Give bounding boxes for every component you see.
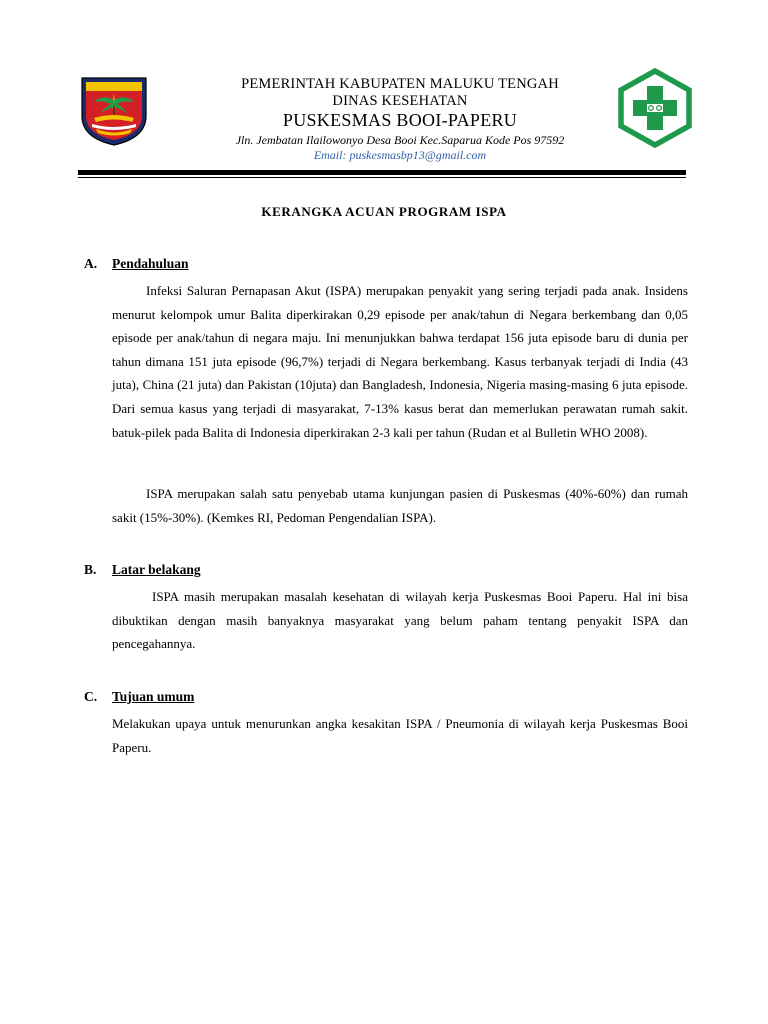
section-c-letter: C. (84, 689, 98, 704)
regency-crest-logo (76, 72, 152, 148)
section-a-letter: A. (84, 256, 98, 271)
puskesmas-logo (616, 68, 694, 148)
section-a-paragraph-2: ISPA merupakan salah satu penyebab utama kunjungan pasien di Puskesmas (40%-60%) dan rumah sakit (15%-30%). (Kemkes RI, Pedoman Pengendalian ISPA). (112, 486, 688, 525)
section-b-letter: B. (84, 562, 97, 577)
letterhead-rule-thin (78, 177, 686, 178)
letterhead-agency: DINAS KESEHATAN (332, 92, 468, 109)
section-c-paragraph-1: Melakukan upaya untuk menurunkan angka kesakitan ISPA / Pneumonia di wilayah kerja Puskesmas Booi Paperu. (112, 716, 688, 755)
letterhead-email: Email: puskesmasbp13@gmail.com (313, 147, 487, 162)
letterhead-institution: PUSKESMAS BOOI-PAPERU (282, 110, 518, 131)
section-a-heading: Pendahuluan (112, 256, 189, 271)
document-title: KERANGKA ACUAN PROGRAM ISPA (261, 204, 507, 219)
letterhead-address: Jln. Jembatan Ilailowonyo Desa Booi Kec.Saparua Kode Pos 97592 (235, 133, 565, 148)
letterhead-government: PEMERINTAH KABUPATEN MALUKU TENGAH (241, 76, 559, 92)
letterhead (200, 76, 600, 163)
section-c-heading: Tujuan umum (112, 689, 195, 704)
section-b-paragraph-1: ISPA masih merupakan masalah kesehatan di wilayah kerja Puskesmas Booi Paperu. Hal ini bisa dibuktikan dengan masih banyaknya masyarakat yang belum paham tentang penyakit ISPA dan pencegahannya. (112, 589, 688, 652)
section-a-paragraph-1: Infeksi Saluran Pernapasan Akut (ISPA) merupakan penyakit yang sering terjadi pada anak. Insidens menurut kelompok umur Balita diperkirakan 0,29 episode per anak/tahun di Negara berkembang dan 0,05 episode per anak/tahun di negara maju. Ini menunjukkan bahwa terdapat 156 juta episode baru di dunia per tahun dimana 151 juta episode (96,7%) terjadi di Negara berkembang. Kasus terbanyak terjadi di India (43 juta), China (21 juta) dan Pakistan (10juta) dan Bangladesh, Indonesia, Nigeria masing-masing 6 juta episode. Dari semua kasus yang terjadi di masyarakat, 7-13% kasus berat dan memerlukan perawatan rumah sakit. batuk-pilek pada Balita di Indonesia diperkirakan 2-3 kali per tahun (Rudan et al Bulletin WHO 2008). (112, 283, 688, 440)
letterhead-rule-thick (78, 170, 686, 175)
section-b-heading: Latar belakang (112, 562, 201, 577)
